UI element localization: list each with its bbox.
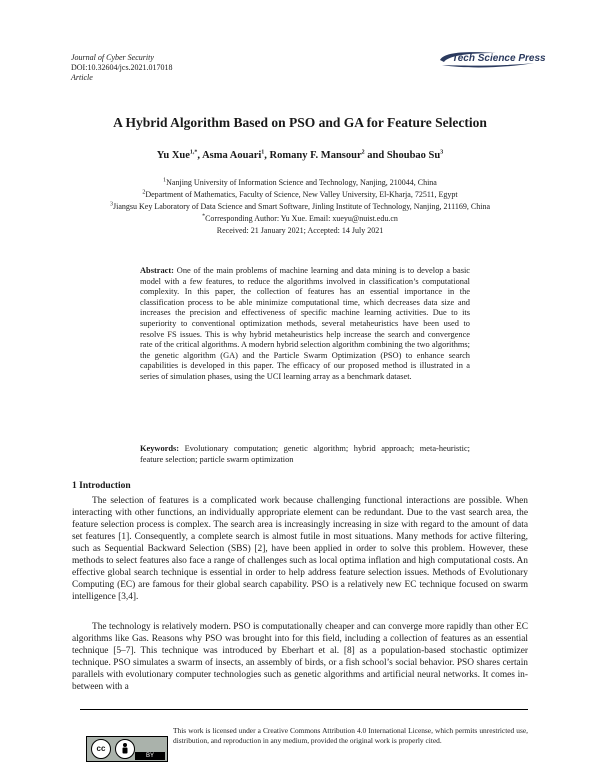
received-accepted-dates: Received: 21 January 2021; Accepted: 14 July 2021	[216, 226, 384, 235]
doi: DOI:10.32604/jcs.2021.017018	[71, 63, 173, 72]
paper-title: A Hybrid Algorithm Based on PSO and GA for Feature Selection	[113, 115, 487, 130]
author-list	[0, 150, 600, 161]
abstract-label: Abstract:	[140, 266, 174, 275]
journal-name: Journal of Cyber Security	[71, 53, 154, 62]
affil-mark: 1	[163, 177, 167, 184]
affil-text: Department of Mathematics, Faculty of Science, New Valley University, El-Kharja, 72511, Egypt	[145, 190, 458, 199]
article-type: Article	[71, 73, 93, 82]
journal-header	[71, 53, 173, 83]
body-paragraph: The technology is relatively modern. PSO is computationally cheaper and can converge more rapidly than other EC algorithms like Gas. Reasons why PSO was brought into for this field, including a collection of features as an essential technique [5–7]. This technique was introduced by Eberhart et al. [8] as a population-based stochastic optimizer technique. PSO simulates a swarm of insects, an assembly of birds, or a fish school’s social behavior. PSO shares certain parallels with evolutionary computer technologies such as genetic algorithms and artificial neural networks. It comes in-between with a	[72, 622, 528, 692]
abstract-text: One of the main problems of machine learning and data mining is to develop a basic model with a few features, to reduce the algorithms involved in classification’s computational complexity. In this paper, the collection of features has an essential importance in the classification process to be able minimize computational time, which decreases data size and increases the precision and effectiveness of specific machine learning activities. Due to its superiority to conventional optimization methods, several metaheuristics have been used to resolve FS issues. This is why hybrid metaheuristics help increase the search and convergence rate of the critical algorithms. A modern hybrid selection algorithm combining the two algorithms; the genetic algorithm (GA) and the Particle Swarm Optimization (PSO) to enhance search capabilities is developed in this paper. The efficacy of our proposed method is illustrated in a series of simulation phases, using the UCI learning array as a benchmark dataset.	[140, 266, 471, 381]
section-heading: 1 Introduction	[72, 481, 131, 491]
publisher-name: Tech Science Press	[452, 53, 546, 64]
affiliations	[0, 177, 600, 237]
author-separator: ,	[264, 150, 270, 161]
person-glyph-icon	[116, 740, 134, 758]
affil-mark: 3	[110, 201, 113, 208]
keywords-text: Evolutionary computation; genetic algorithm; hybrid approach; meta-heuristic; feature selection; particle swarm optimization	[140, 444, 470, 464]
author-affil-mark: 1,*	[189, 149, 198, 156]
license-text: This work is licensed under a Creative Commons Attribution 4.0 International License, which permits unrestricted use, distribution, and reproduction in any medium, provided the original work is properly cited.	[173, 726, 528, 745]
author-name: Shoubao Su	[386, 150, 441, 161]
keywords-label: Keywords:	[140, 444, 180, 453]
body-paragraph: The selection of features is a complicated work because challenging functional interactions are possible. When interacting with other functions, an individually appropriate element can be redundant. Due to the vast search area, the feature selection process is complex. The search area is increasingly increasing in size with regard to the amount of data set features [1]. Consequently, a complete search is almost futile in most situations. Many methods for active filtering, such as Sequential Backward Selection (SBS) [2], have been applied in order to solve this problem. However, these methods to select features also face a range of challenges such as local optima inflation and high computational costs. An effective global search technique is essential in order to help address feature selection issues. Methods of Evolutionary Computing (EC) are famous for their global search capability. PSO is a relatively new EC technique focused on swarm intelligence [3,4].	[72, 496, 528, 602]
author-separator: ,	[197, 150, 203, 161]
author-affil-mark: 2	[361, 149, 365, 156]
footer-divider	[80, 709, 528, 710]
abstract	[140, 266, 470, 383]
affiliation	[0, 189, 600, 201]
affil-mark: 2	[142, 189, 146, 196]
affil-text: Nanjing University of Information Science and Technology, Nanjing, 210044, China	[166, 178, 437, 187]
author-name: Asma Aouari	[202, 150, 262, 161]
affiliation	[0, 177, 600, 189]
affiliation	[0, 201, 600, 213]
corresponding-author	[0, 213, 600, 225]
publisher-logo	[436, 50, 546, 70]
affil-text: Jiangsu Key Laboratory of Data Science and Smart Software, Jinling Institute of Technology, Nanjing, 211169, China	[113, 202, 490, 211]
by-label: BY	[135, 752, 165, 760]
author-affil-mark: 1	[261, 149, 265, 156]
cc-icon: cc	[91, 739, 111, 759]
author-name: Romany F. Mansour	[269, 150, 362, 161]
author-separator: and	[364, 150, 387, 161]
affil-text: Corresponding Author: Yu Xue. Email: xueyu@nuist.edu.cn	[205, 214, 398, 223]
cc-by-license-badge[interactable]	[86, 736, 168, 762]
author-name: Yu Xue	[156, 150, 190, 161]
author-affil-mark: 3	[440, 149, 444, 156]
keywords	[140, 444, 470, 465]
affil-mark: *	[202, 213, 206, 220]
person-icon	[115, 739, 135, 759]
